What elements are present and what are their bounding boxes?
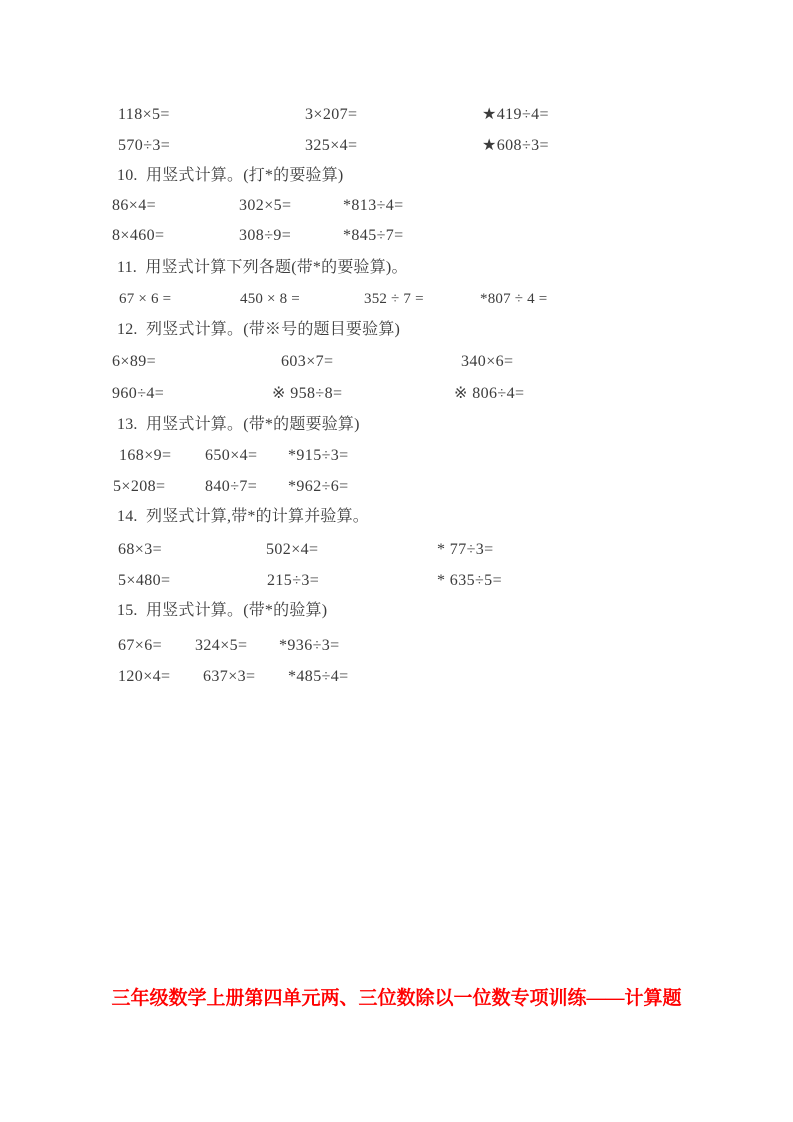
problem-row xyxy=(0,224,793,250)
math-problem: 325×4= xyxy=(305,137,358,154)
problem-row xyxy=(0,444,793,470)
math-problem: *813÷4= xyxy=(343,197,404,214)
problem-row xyxy=(0,350,793,376)
math-problem: * 635÷5= xyxy=(437,572,503,589)
problem-row xyxy=(0,103,793,129)
math-problem: *807 ÷ 4 = xyxy=(480,291,548,307)
problem-row xyxy=(0,634,793,660)
heading-text: 11. 用竖式计算下列各题(带*的要验算)。 xyxy=(117,259,408,276)
section-heading xyxy=(0,164,793,190)
worksheet-title: 三年级数学上册第四单元两、三位数除以一位数专项训练——计算题 xyxy=(111,988,682,1009)
math-problem: 86×4= xyxy=(112,197,157,214)
math-problem: 3×207= xyxy=(305,106,358,123)
math-problem: 120×4= xyxy=(118,668,171,685)
math-problem: 502×4= xyxy=(266,541,319,558)
math-problem: *962÷6= xyxy=(288,478,349,495)
section-heading xyxy=(0,256,793,282)
math-problem: 840÷7= xyxy=(205,478,258,495)
problem-row xyxy=(0,194,793,220)
heading-text: 15. 用竖式计算。(带*的验算) xyxy=(117,602,328,619)
math-problem: 570÷3= xyxy=(118,137,171,154)
problem-row xyxy=(0,665,793,691)
math-problem: 5×208= xyxy=(113,478,166,495)
math-problem: 6×89= xyxy=(112,353,157,370)
math-problem: 324×5= xyxy=(195,637,248,654)
math-problem: ★608÷3= xyxy=(482,137,549,154)
problem-row xyxy=(0,538,793,564)
heading-text: 12. 列竖式计算。(带※号的题目要验算) xyxy=(117,321,401,338)
math-problem: 302×5= xyxy=(239,197,292,214)
problem-row xyxy=(0,569,793,595)
math-problem: *915÷3= xyxy=(288,447,349,464)
math-problem: 340×6= xyxy=(461,353,514,370)
math-problem: 118×5= xyxy=(118,106,170,123)
math-problem: 450 × 8 = xyxy=(240,291,300,307)
math-problem: 5×480= xyxy=(118,572,171,589)
problem-row xyxy=(0,134,793,160)
math-problem: 603×7= xyxy=(281,353,334,370)
math-problem: 308÷9= xyxy=(239,227,292,244)
math-problem: *936÷3= xyxy=(279,637,340,654)
math-problem: 960÷4= xyxy=(112,385,165,402)
math-problem: ★419÷4= xyxy=(482,106,549,123)
heading-text: 14. 列竖式计算,带*的计算并验算。 xyxy=(117,508,370,525)
math-problem: ※ 958÷8= xyxy=(272,385,343,402)
math-problem: 215÷3= xyxy=(267,572,320,589)
math-problem: 68×3= xyxy=(118,541,163,558)
heading-text: 10. 用竖式计算。(打*的要验算) xyxy=(117,167,344,184)
problem-row xyxy=(0,382,793,408)
section-heading xyxy=(0,505,793,531)
math-problem: * 77÷3= xyxy=(437,541,494,558)
problem-row xyxy=(0,475,793,501)
math-problem: *485÷4= xyxy=(288,668,349,685)
math-problem: *845÷7= xyxy=(343,227,404,244)
math-problem: 8×460= xyxy=(112,227,165,244)
math-problem: 352 ÷ 7 = xyxy=(364,291,424,307)
section-heading xyxy=(0,413,793,439)
math-problem: 67×6= xyxy=(118,637,163,654)
math-problem: 637×3= xyxy=(203,668,256,685)
math-problem: 650×4= xyxy=(205,447,258,464)
section-heading xyxy=(0,318,793,344)
problem-row xyxy=(0,287,793,313)
math-problem: 168×9= xyxy=(119,447,172,464)
section-heading xyxy=(0,599,793,625)
math-problem: 67 × 6 = xyxy=(119,291,172,307)
math-problem: ※ 806÷4= xyxy=(454,385,525,402)
heading-text: 13. 用竖式计算。(带*的题要验算) xyxy=(117,416,360,433)
